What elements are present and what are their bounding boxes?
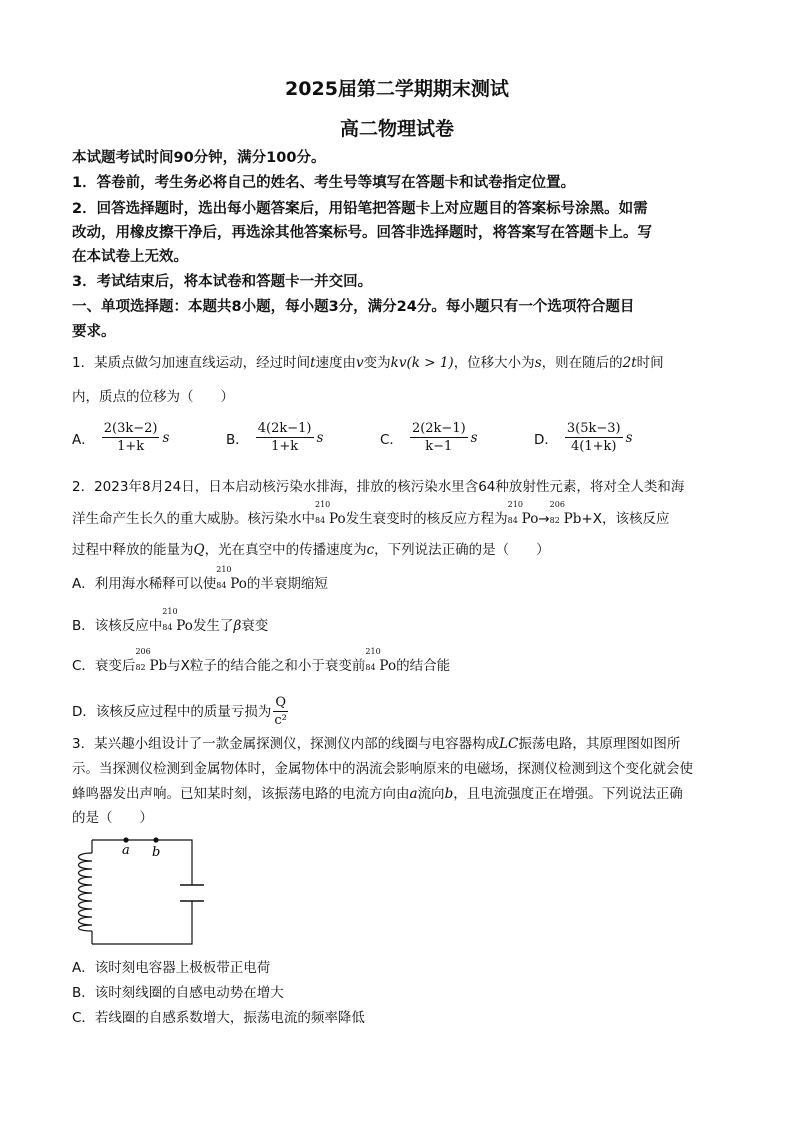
mass-number: 210 xyxy=(365,647,381,656)
nuclide-pb xyxy=(549,500,582,530)
q1-option-d[interactable] xyxy=(534,420,633,455)
var-c: c xyxy=(366,542,375,558)
mass-number: 206 xyxy=(549,500,565,509)
var-lc: LC xyxy=(499,736,519,752)
q3-option-c[interactable]: C．若线圈的自感系数增大，振荡电流的频率降低 xyxy=(72,1010,365,1026)
q3-text: ，且电流强度正在增强。下列说法正确 xyxy=(453,786,683,802)
q2-option-d[interactable] xyxy=(72,694,290,729)
var-b: b xyxy=(444,786,454,802)
exam-subtitle: 高二物理试卷 xyxy=(339,118,454,140)
var-s: s xyxy=(625,429,633,446)
denominator: c² xyxy=(274,713,287,728)
circuit-wire xyxy=(92,840,192,885)
var-kv: kv xyxy=(390,355,407,371)
nuclide-po xyxy=(162,607,193,637)
fraction xyxy=(256,420,314,455)
option-label: B． xyxy=(226,431,249,448)
circuit-wire xyxy=(92,901,192,944)
var-q: Q xyxy=(193,542,205,558)
denominator: 1+k xyxy=(117,439,145,454)
atomic-number: 82 xyxy=(549,516,560,525)
q2-text: ，下列说法正确的是（ ） xyxy=(374,542,550,558)
section-heading-line2: 要求。 xyxy=(72,324,116,340)
q1-text: 1．某质点做匀加速直线运动，经过时间 xyxy=(72,355,311,371)
var-2t: 2t xyxy=(622,355,637,371)
option-label: D． xyxy=(534,431,558,448)
var-a: a xyxy=(409,786,418,802)
q2-option-c[interactable] xyxy=(72,647,451,677)
q2-stem-line2 xyxy=(72,500,670,530)
q1-stem-line1 xyxy=(72,352,664,374)
q2-text: 过程中释放的能量为 xyxy=(72,542,194,558)
mass-number: 210 xyxy=(162,607,178,616)
option-text: 发生了 xyxy=(192,618,234,634)
var-v: v xyxy=(356,355,364,371)
q2-option-b[interactable] xyxy=(72,607,269,637)
numerator: Q xyxy=(275,695,286,710)
option-text: 与X粒子的结合能之和小于衰变前 xyxy=(167,658,366,674)
exam-title: 2025届第二学期期末测试 xyxy=(285,78,509,100)
element-symbol: Po xyxy=(230,576,247,592)
option-label: A． xyxy=(72,431,95,448)
var-s: s xyxy=(534,355,542,371)
var-s: s xyxy=(162,429,170,446)
numerator: 3(5k−3) xyxy=(566,421,621,436)
denominator: 4(1+k) xyxy=(571,439,617,454)
mass-number: 210 xyxy=(315,500,331,509)
atomic-number: 84 xyxy=(315,516,326,525)
nuclide-po xyxy=(507,500,539,530)
fraction xyxy=(410,420,468,455)
nuclide-pb xyxy=(135,647,168,677)
option-label: C． xyxy=(380,431,403,448)
mass-number: 206 xyxy=(135,647,151,656)
q1-text: ，位移大小为 xyxy=(453,355,535,371)
fraction xyxy=(102,420,160,455)
instruction-1: 1．答卷前，考生务必将自己的姓名、考生号等填写在答题卡和试卷指定位置。 xyxy=(72,175,576,191)
node-a xyxy=(123,837,128,842)
q2-text: 发生衰变时的核反应方程为 xyxy=(345,511,508,527)
q3-stem-line4: 的是（ ） xyxy=(72,810,153,826)
option-text: 的结合能 xyxy=(396,658,451,674)
fraction xyxy=(272,694,289,729)
q3-stem-line1 xyxy=(72,733,680,755)
label-a: a xyxy=(122,843,130,858)
element-symbol: Pb xyxy=(563,511,582,527)
inductor-coil xyxy=(79,853,93,931)
q2-stem-line1: 2．2023年8月24日，日本启动核污染水排海，排放的核污染水里含64种放射性元素，将对全人类和海 xyxy=(72,479,685,495)
q1-text: ，则在随后的 xyxy=(541,355,623,371)
node-b xyxy=(153,837,158,842)
denominator: k−1 xyxy=(425,439,453,454)
fraction xyxy=(565,420,623,455)
q2-text: ，该核反应 xyxy=(601,511,670,527)
atomic-number: 84 xyxy=(162,623,173,632)
q2-text: ，光在真空中的传播速度为 xyxy=(204,542,367,558)
q3-text: 流向 xyxy=(417,786,445,802)
numerator: 2(3k−2) xyxy=(103,421,158,436)
condition: (k > 1) xyxy=(406,355,454,371)
option-text: C．衰变后 xyxy=(72,658,136,674)
q1-stem-line2: 内，质点的位移为（ ） xyxy=(72,389,234,405)
atomic-number: 84 xyxy=(507,516,518,525)
option-text: A．利用海水稀释可以使 xyxy=(72,576,217,592)
nuclide-po xyxy=(315,500,346,530)
arrow-icon: → xyxy=(538,511,550,527)
var-t: t xyxy=(310,355,316,371)
label-b: b xyxy=(152,845,161,860)
q1-option-c[interactable] xyxy=(380,420,478,455)
element-symbol: Po xyxy=(521,511,539,527)
element-symbol: Po xyxy=(379,658,397,674)
var-beta: β xyxy=(233,618,242,634)
instruction-2-line1: 2．回答选择题时，选出每小题答案后，用铅笔把答题卡上对应题目的答案标号涂黑。如需 xyxy=(72,201,648,217)
element-symbol: Po xyxy=(329,511,346,527)
element-symbol: Pb xyxy=(149,658,168,674)
option-text: D．该核反应过程中的质量亏损为 xyxy=(72,703,272,720)
nuclide-po xyxy=(365,647,397,677)
numerator: 4(2k−1) xyxy=(257,421,312,436)
q3-option-a[interactable]: A．该时刻电容器上极板带正电荷 xyxy=(72,960,271,976)
atomic-number: 84 xyxy=(365,663,376,672)
lc-circuit-diagram xyxy=(62,833,222,953)
instruction-3: 3．考试结束后，将本试卷和答题卡一并交回。 xyxy=(72,274,373,290)
q2-option-a[interactable] xyxy=(72,565,328,595)
q3-text: 蜂鸣器发出声响。已知某时刻，该振荡电路的电流方向由 xyxy=(72,786,410,802)
q1-text: 变为 xyxy=(363,355,391,371)
q3-option-b[interactable]: B．该时刻线圈的自感电动势在增大 xyxy=(72,985,284,1001)
option-text: 的半衰期缩短 xyxy=(246,576,328,592)
q1-option-b[interactable] xyxy=(226,420,323,455)
atomic-number: 82 xyxy=(135,663,146,672)
atomic-number: 84 xyxy=(216,581,227,590)
option-text: B．该核反应中 xyxy=(72,618,163,634)
q3-stem-line3 xyxy=(72,783,683,805)
numerator: 2(2k−1) xyxy=(411,421,466,436)
q1-option-a[interactable] xyxy=(72,420,169,455)
nuclide-po xyxy=(216,565,247,595)
q3-text: 振荡电路，其原理图如图所 xyxy=(518,736,681,752)
denominator: 1+k xyxy=(271,439,299,454)
q2-stem-line3 xyxy=(72,539,550,561)
mass-number: 210 xyxy=(507,500,523,509)
q1-text: 时间 xyxy=(636,355,664,371)
var-s: s xyxy=(316,429,324,446)
section-heading-line1: 一、单项选择题：本题共8小题，每小题3分，满分24分。每小题只有一个选项符合题目 xyxy=(72,299,635,315)
mass-number: 210 xyxy=(216,565,232,574)
instruction-time: 本试题考试时间90分钟，满分100分。 xyxy=(72,150,326,166)
q3-stem-line2: 示。当探测仪检测到金属物体时，金属物体中的涡流会影响原来的电磁场，探测仪检测到这个变化就会使 xyxy=(72,761,693,777)
option-text: 衰变 xyxy=(241,618,269,634)
q2-text: 洋生命产生长久的重大威胁。核污染水中 xyxy=(72,511,315,527)
instruction-2-line3: 在本试卷上无效。 xyxy=(72,249,188,265)
x-particle: +X xyxy=(581,511,602,527)
q1-text: 速度由 xyxy=(315,355,357,371)
instruction-2-line2: 改动，用橡皮擦干净后，再选涂其他答案标号。回答非选择题时，将答案写在答题卡上。写 xyxy=(72,225,652,241)
var-s: s xyxy=(470,429,478,446)
q3-text: 3．某兴趣小组设计了一款金属探测仪，探测仪内部的线圈与电容器构成 xyxy=(72,736,500,752)
element-symbol: Po xyxy=(176,618,193,634)
